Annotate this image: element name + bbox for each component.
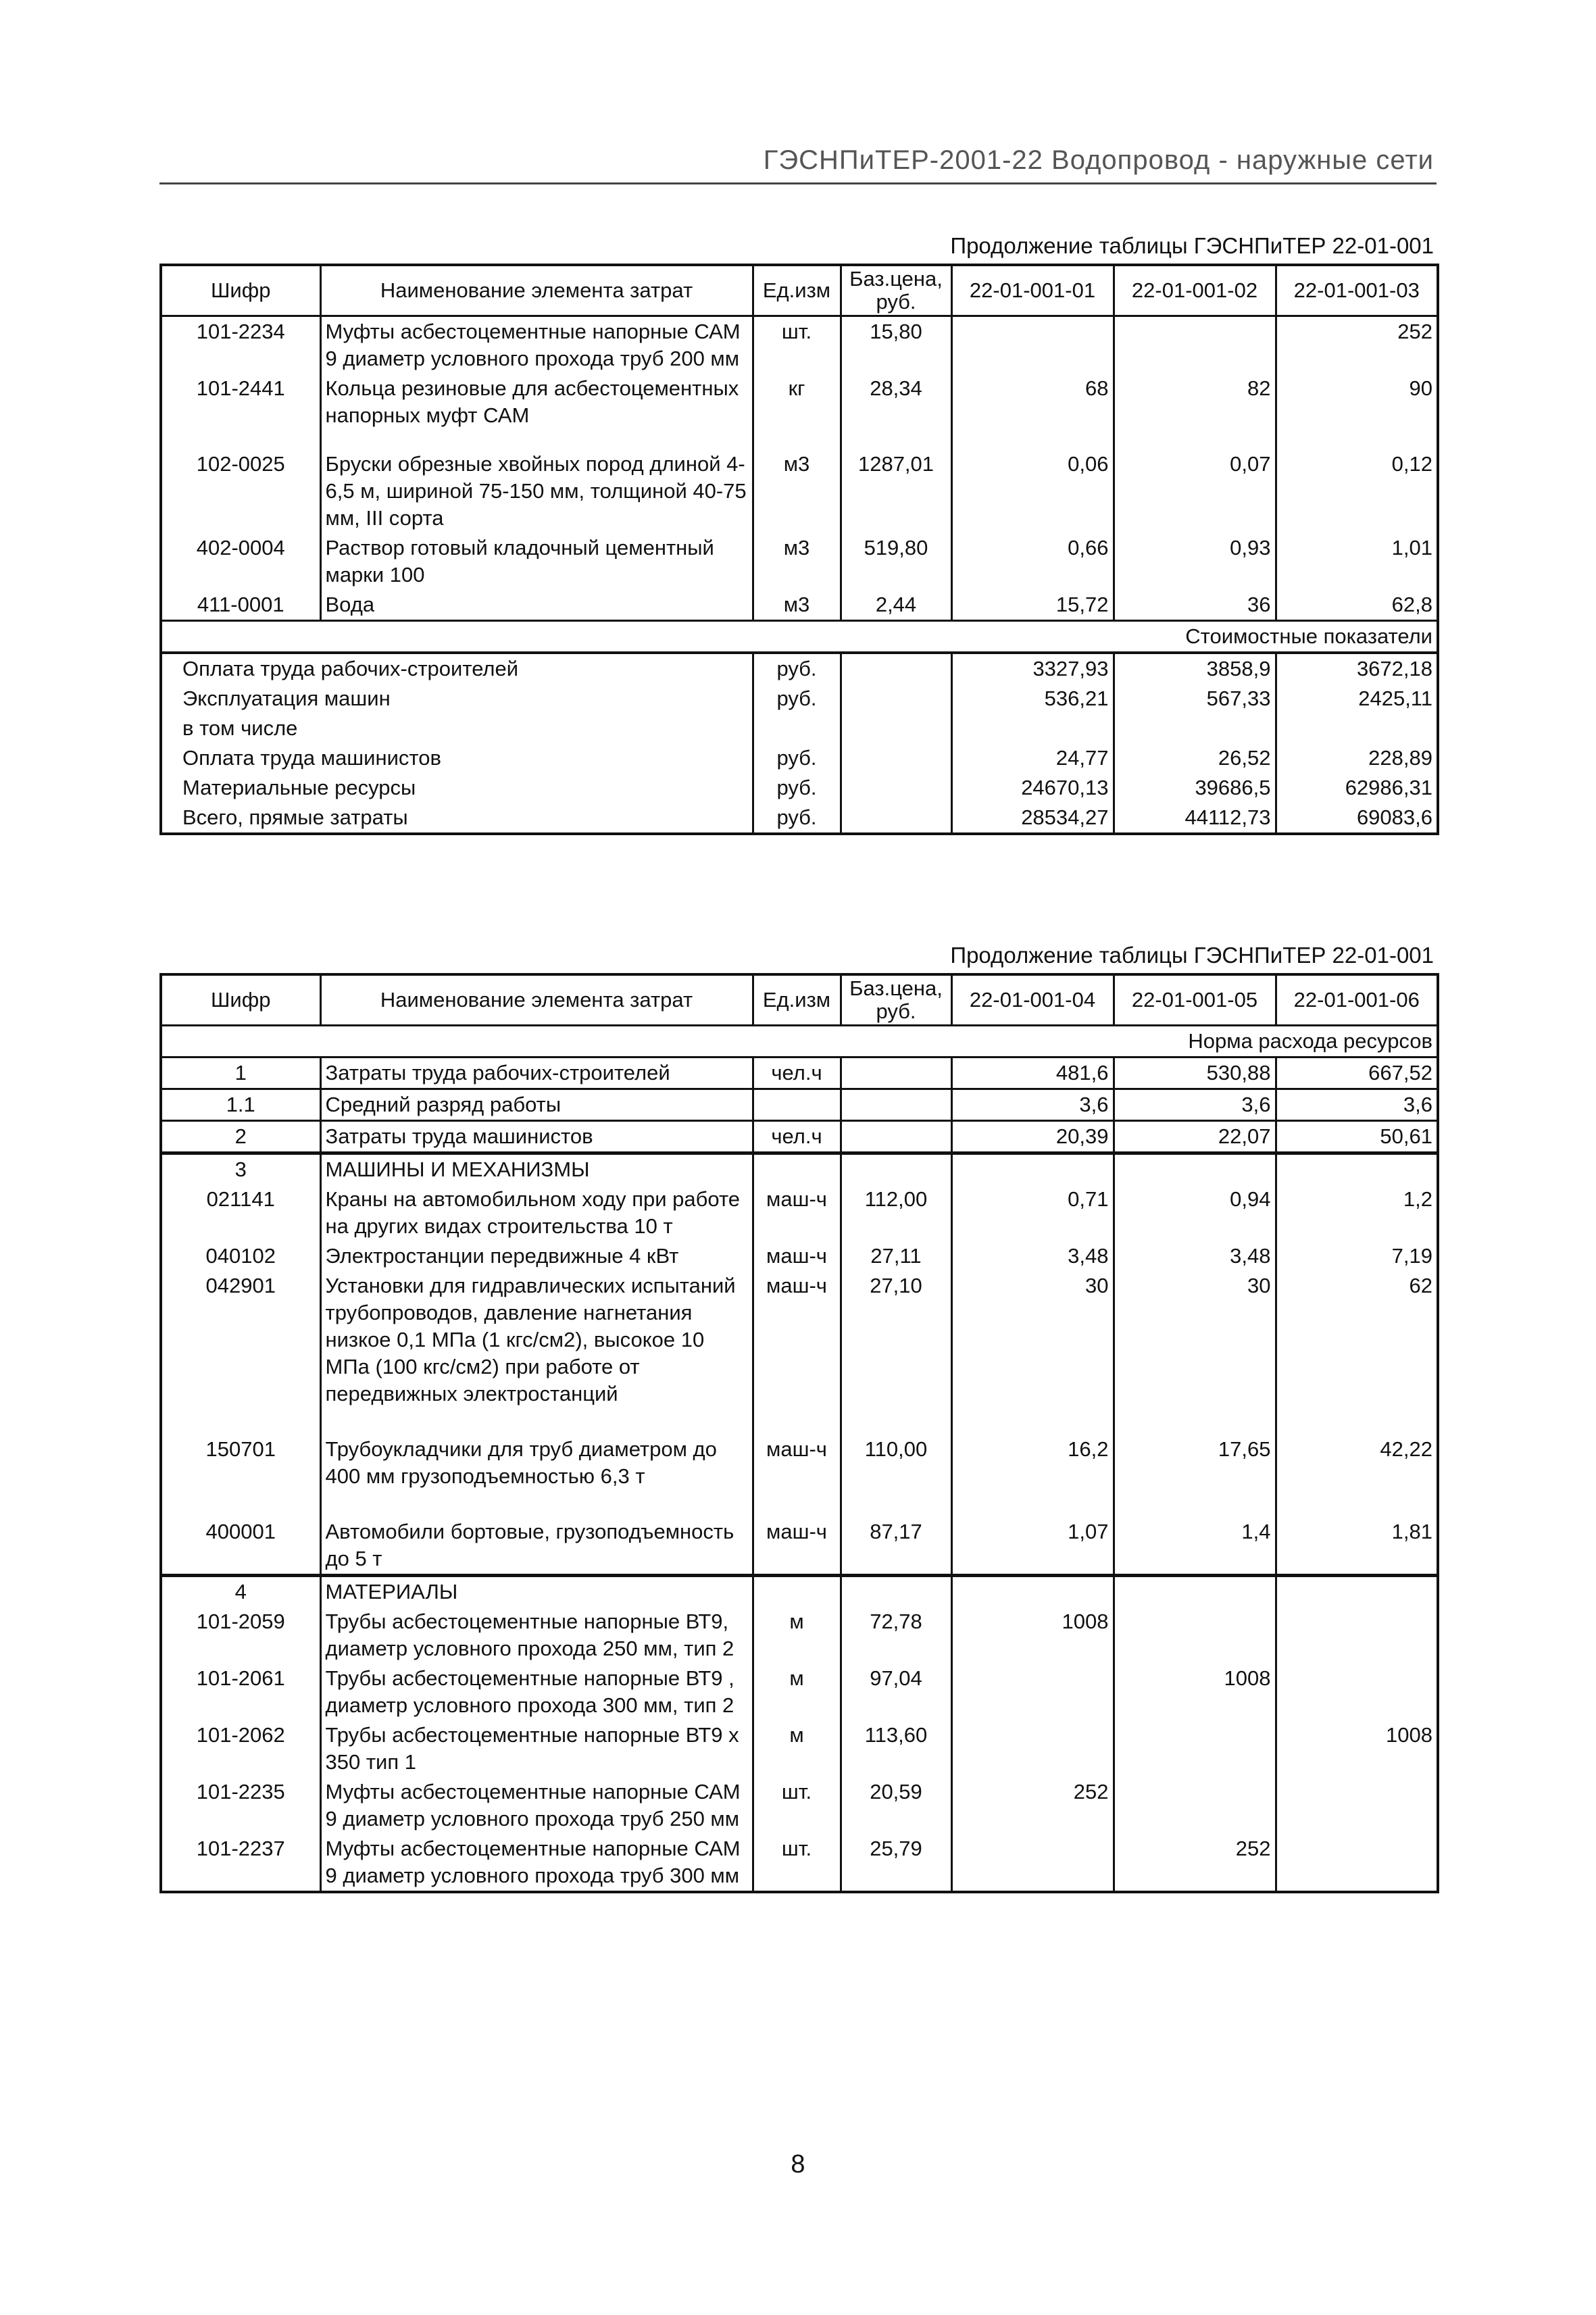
value-cell <box>1114 1607 1276 1664</box>
price-cell: 15,80 <box>841 316 951 374</box>
unit-cell: руб. <box>753 684 841 714</box>
name-cell: Раствор готовый кладочный цементный марки 100 <box>320 533 753 590</box>
empty-cell <box>1276 1153 1438 1185</box>
empty-cell <box>753 1576 841 1608</box>
price-cell: 27,10 <box>841 1271 951 1435</box>
unit-cell: м3 <box>753 590 841 621</box>
summary-label: в том числе <box>161 714 753 743</box>
unit-cell: м <box>753 1720 841 1777</box>
summary-row <box>161 743 1438 773</box>
summary-row <box>161 803 1438 834</box>
machine-row <box>161 1517 1438 1576</box>
section-code: 3 <box>161 1153 320 1185</box>
value-cell: 1,4 <box>1114 1517 1276 1576</box>
col-name-header: Наименование элемента затрат <box>320 974 753 1026</box>
value-cell <box>951 1720 1114 1777</box>
value-cell <box>1114 316 1276 374</box>
machine-row <box>161 1185 1438 1241</box>
value-cell: 0,66 <box>951 533 1114 590</box>
page-number: 8 <box>791 2150 805 2179</box>
price-cell: 113,60 <box>841 1720 951 1777</box>
price-cell: 519,80 <box>841 533 951 590</box>
value-cell: 3,48 <box>951 1241 1114 1271</box>
material-row <box>161 1777 1438 1834</box>
value-cell <box>1276 1607 1438 1664</box>
value-cell: 3,48 <box>1114 1241 1276 1271</box>
value-cell: 1008 <box>951 1607 1114 1664</box>
price-cell: 25,79 <box>841 1834 951 1892</box>
labor-row <box>161 1089 1438 1121</box>
col-unit-header: Ед.изм <box>753 974 841 1026</box>
name-cell: Средний разряд работы <box>320 1089 753 1121</box>
code-cell: 411-0001 <box>161 590 320 621</box>
value-cell: 0,94 <box>1114 1185 1276 1241</box>
code-cell: 101-2235 <box>161 1777 320 1834</box>
value-cell: 62986,31 <box>1276 773 1438 803</box>
col-resource-header: 22-01-001-04 <box>951 974 1114 1026</box>
table-row <box>161 316 1438 374</box>
price-cell: 97,04 <box>841 1664 951 1720</box>
page-header-title: ГЭСНПиТЕР-2001-22 Водопровод - наружные сети <box>763 145 1434 175</box>
value-cell: 28534,27 <box>951 803 1114 834</box>
value-cell: 42,22 <box>1276 1435 1438 1517</box>
norm-band-row <box>161 1026 1438 1057</box>
value-cell: 36 <box>1114 590 1276 621</box>
unit-cell <box>753 714 841 743</box>
table2-header-row <box>161 974 1438 1026</box>
value-cell: 1,81 <box>1276 1517 1438 1576</box>
value-cell <box>1276 1777 1438 1834</box>
value-cell: 252 <box>1276 316 1438 374</box>
value-cell <box>1114 1720 1276 1777</box>
col-resource-header: 22-01-001-05 <box>1114 974 1276 1026</box>
name-cell: Кольца резиновые для асбестоцементных напорных муфт САМ <box>320 374 753 449</box>
material-row <box>161 1720 1438 1777</box>
unit-cell: шт. <box>753 1834 841 1892</box>
value-cell: 1,01 <box>1276 533 1438 590</box>
value-cell: 62,8 <box>1276 590 1438 621</box>
empty-cell <box>951 1576 1114 1608</box>
value-cell <box>1276 1834 1438 1892</box>
unit-cell <box>753 1089 841 1121</box>
empty-cell <box>841 773 951 803</box>
name-cell: Затраты труда рабочих-строителей <box>320 1057 753 1089</box>
summary-row <box>161 714 1438 743</box>
summary-label: Материальные ресурсы <box>161 773 753 803</box>
value-cell: 667,52 <box>1276 1057 1438 1089</box>
code-cell: 150701 <box>161 1435 320 1517</box>
value-cell: 228,89 <box>1276 743 1438 773</box>
value-cell: 530,88 <box>1114 1057 1276 1089</box>
col-price-header: Баз.цена, руб. <box>841 974 951 1026</box>
empty-cell <box>951 1153 1114 1185</box>
value-cell: 3,6 <box>1276 1089 1438 1121</box>
unit-cell: маш-ч <box>753 1435 841 1517</box>
material-row <box>161 1834 1438 1892</box>
value-cell <box>951 1834 1114 1892</box>
name-cell: Затраты труда машинистов <box>320 1121 753 1153</box>
col-code-header: Шифр <box>161 265 320 316</box>
machine-row <box>161 1241 1438 1271</box>
value-cell: 24670,13 <box>951 773 1114 803</box>
summary-label: Эксплуатация машин <box>161 684 753 714</box>
unit-cell: чел.ч <box>753 1057 841 1089</box>
value-cell <box>1114 1777 1276 1834</box>
code-cell: 042901 <box>161 1271 320 1435</box>
empty-cell <box>841 1576 951 1608</box>
value-cell: 0,07 <box>1114 449 1276 533</box>
value-cell: 20,39 <box>951 1121 1114 1153</box>
name-cell: Муфты асбестоцементные напорные САМ 9 диаметр условного прохода труб 300 мм <box>320 1834 753 1892</box>
table2 <box>159 973 1439 1893</box>
name-cell: Муфты асбестоцементные напорные САМ 9 диаметр условного прохода труб 250 мм <box>320 1777 753 1834</box>
value-cell: 0,93 <box>1114 533 1276 590</box>
col-resource-header: 22-01-001-06 <box>1276 974 1438 1026</box>
table-row <box>161 533 1438 590</box>
material-row <box>161 1607 1438 1664</box>
name-cell: Бруски обрезные хвойных пород длиной 4-6,5 м, шириной 75-150 мм, толщиной 40-75 мм, III сорта <box>320 449 753 533</box>
header-rule <box>159 182 1437 184</box>
value-cell: 481,6 <box>951 1057 1114 1089</box>
code-cell: 102-0025 <box>161 449 320 533</box>
col-resource-header: 22-01-001-02 <box>1114 265 1276 316</box>
empty-cell <box>1114 1153 1276 1185</box>
value-cell <box>951 316 1114 374</box>
price-cell <box>841 1057 951 1089</box>
unit-cell: м <box>753 1607 841 1664</box>
summary-row <box>161 684 1438 714</box>
name-cell: Краны на автомобильном ходу при работе на других видах строительства 10 т <box>320 1185 753 1241</box>
price-cell: 110,00 <box>841 1435 951 1517</box>
unit-cell: маш-ч <box>753 1517 841 1576</box>
table1-header-row <box>161 265 1438 316</box>
value-cell: 24,77 <box>951 743 1114 773</box>
value-cell: 1,2 <box>1276 1185 1438 1241</box>
summary-row <box>161 653 1438 684</box>
value-cell: 1008 <box>1114 1664 1276 1720</box>
value-cell: 252 <box>951 1777 1114 1834</box>
unit-cell: руб. <box>753 803 841 834</box>
price-cell <box>841 1089 951 1121</box>
price-cell: 72,78 <box>841 1607 951 1664</box>
value-cell: 50,61 <box>1276 1121 1438 1153</box>
value-cell: 1,07 <box>951 1517 1114 1576</box>
empty-cell <box>841 1153 951 1185</box>
value-cell: 3,6 <box>1114 1089 1276 1121</box>
unit-cell: маш-ч <box>753 1241 841 1271</box>
price-cell: 27,11 <box>841 1241 951 1271</box>
price-cell: 2,44 <box>841 590 951 621</box>
value-cell: 39686,5 <box>1114 773 1276 803</box>
section-title: МАТЕРИАЛЫ <box>320 1576 753 1608</box>
empty-cell <box>841 653 951 684</box>
col-resource-header: 22-01-001-01 <box>951 265 1114 316</box>
value-cell: 2425,11 <box>1276 684 1438 714</box>
unit-cell: шт. <box>753 1777 841 1834</box>
value-cell: 0,12 <box>1276 449 1438 533</box>
value-cell: 3672,18 <box>1276 653 1438 684</box>
table1-caption: Продолжение таблицы ГЭСНПиТЕР 22-01-001 <box>950 233 1434 258</box>
section-machines <box>161 1153 1438 1185</box>
section-materials <box>161 1576 1438 1608</box>
unit-cell: руб. <box>753 773 841 803</box>
machine-row <box>161 1435 1438 1517</box>
value-cell: 62 <box>1276 1271 1438 1435</box>
value-cell: 16,2 <box>951 1435 1114 1517</box>
code-cell: 101-2234 <box>161 316 320 374</box>
value-cell: 3327,93 <box>951 653 1114 684</box>
price-cell: 20,59 <box>841 1777 951 1834</box>
name-cell: Трубы асбестоцементные напорные ВТ9 х 350 тип 1 <box>320 1720 753 1777</box>
code-cell: 1.1 <box>161 1089 320 1121</box>
name-cell: Трубы асбестоцементные напорные ВТ9, диаметр условного прохода 250 мм, тип 2 <box>320 1607 753 1664</box>
summary-label: Оплата труда машинистов <box>161 743 753 773</box>
empty-cell <box>841 684 951 714</box>
col-name-header: Наименование элемента затрат <box>320 265 753 316</box>
empty-cell <box>753 1153 841 1185</box>
value-cell <box>1276 714 1438 743</box>
value-cell: 30 <box>951 1271 1114 1435</box>
unit-cell: м3 <box>753 533 841 590</box>
section-code: 4 <box>161 1576 320 1608</box>
unit-cell: маш-ч <box>753 1271 841 1435</box>
empty-cell <box>1276 1576 1438 1608</box>
unit-cell: чел.ч <box>753 1121 841 1153</box>
name-cell: Автомобили бортовые, грузоподъемность до 5 т <box>320 1517 753 1576</box>
unit-cell: м3 <box>753 449 841 533</box>
value-cell: 7,19 <box>1276 1241 1438 1271</box>
code-cell: 101-2237 <box>161 1834 320 1892</box>
labor-row <box>161 1057 1438 1089</box>
band-label: Норма расхода ресурсов <box>161 1026 1438 1057</box>
value-cell: 17,65 <box>1114 1435 1276 1517</box>
unit-cell: м <box>753 1664 841 1720</box>
value-cell: 252 <box>1114 1834 1276 1892</box>
code-cell: 101-2441 <box>161 374 320 449</box>
value-cell <box>951 714 1114 743</box>
table-row <box>161 374 1438 449</box>
price-cell: 112,00 <box>841 1185 951 1241</box>
name-cell: Муфты асбестоцементные напорные САМ 9 диаметр условного прохода труб 200 мм <box>320 316 753 374</box>
summary-label: Оплата труда рабочих-строителей <box>161 653 753 684</box>
value-cell: 26,52 <box>1114 743 1276 773</box>
col-code-header: Шифр <box>161 974 320 1026</box>
price-cell <box>841 1121 951 1153</box>
code-cell: 021141 <box>161 1185 320 1241</box>
name-cell: Трубоукладчики для труб диаметром до 400 мм грузоподъемностью 6,3 т <box>320 1435 753 1517</box>
unit-cell: маш-ч <box>753 1185 841 1241</box>
code-cell: 101-2062 <box>161 1720 320 1777</box>
value-cell: 69083,6 <box>1276 803 1438 834</box>
material-row <box>161 1664 1438 1720</box>
machine-row <box>161 1271 1438 1435</box>
cost-band-row <box>161 621 1438 653</box>
value-cell <box>951 1664 1114 1720</box>
value-cell: 3858,9 <box>1114 653 1276 684</box>
value-cell: 3,6 <box>951 1089 1114 1121</box>
table-row <box>161 590 1438 621</box>
table1 <box>159 264 1439 835</box>
value-cell: 68 <box>951 374 1114 449</box>
name-cell: Установки для гидравлических испытаний трубопроводов, давление нагнетания низкое 0,1 МПа (1 кгс/см2), высокое 10 МПа (100 кгс/см2) при работе от передвижных электростанций <box>320 1271 753 1435</box>
code-cell: 040102 <box>161 1241 320 1271</box>
code-cell: 101-2059 <box>161 1607 320 1664</box>
name-cell: Электростанции передвижные 4 кВт <box>320 1241 753 1271</box>
unit-cell: руб. <box>753 653 841 684</box>
empty-cell <box>841 803 951 834</box>
labor-row <box>161 1121 1438 1153</box>
value-cell: 44112,73 <box>1114 803 1276 834</box>
section-title: МАШИНЫ И МЕХАНИЗМЫ <box>320 1153 753 1185</box>
band-label: Стоимостные показатели <box>161 621 1438 653</box>
value-cell <box>1114 714 1276 743</box>
value-cell: 536,21 <box>951 684 1114 714</box>
summary-row <box>161 773 1438 803</box>
name-cell: Трубы асбестоцементные напорные ВТ9 , диаметр условного прохода 300 мм, тип 2 <box>320 1664 753 1720</box>
value-cell: 0,71 <box>951 1185 1114 1241</box>
col-unit-header: Ед.изм <box>753 265 841 316</box>
value-cell: 90 <box>1276 374 1438 449</box>
name-cell: Вода <box>320 590 753 621</box>
price-cell: 28,34 <box>841 374 951 449</box>
table-row <box>161 449 1438 533</box>
unit-cell: руб. <box>753 743 841 773</box>
value-cell: 82 <box>1114 374 1276 449</box>
value-cell: 567,33 <box>1114 684 1276 714</box>
code-cell: 402-0004 <box>161 533 320 590</box>
table2-caption: Продолжение таблицы ГЭСНПиТЕР 22-01-001 <box>950 943 1434 968</box>
code-cell: 2 <box>161 1121 320 1153</box>
value-cell: 30 <box>1114 1271 1276 1435</box>
col-resource-header: 22-01-001-03 <box>1276 265 1438 316</box>
value-cell: 15,72 <box>951 590 1114 621</box>
price-cell: 87,17 <box>841 1517 951 1576</box>
value-cell: 0,06 <box>951 449 1114 533</box>
price-cell: 1287,01 <box>841 449 951 533</box>
code-cell: 101-2061 <box>161 1664 320 1720</box>
unit-cell: кг <box>753 374 841 449</box>
value-cell: 22,07 <box>1114 1121 1276 1153</box>
code-cell: 1 <box>161 1057 320 1089</box>
code-cell: 400001 <box>161 1517 320 1576</box>
summary-label: Всего, прямые затраты <box>161 803 753 834</box>
value-cell: 1008 <box>1276 1720 1438 1777</box>
col-price-header: Баз.цена, руб. <box>841 265 951 316</box>
empty-cell <box>1114 1576 1276 1608</box>
empty-cell <box>841 714 951 743</box>
unit-cell: шт. <box>753 316 841 374</box>
empty-cell <box>841 743 951 773</box>
value-cell <box>1276 1664 1438 1720</box>
